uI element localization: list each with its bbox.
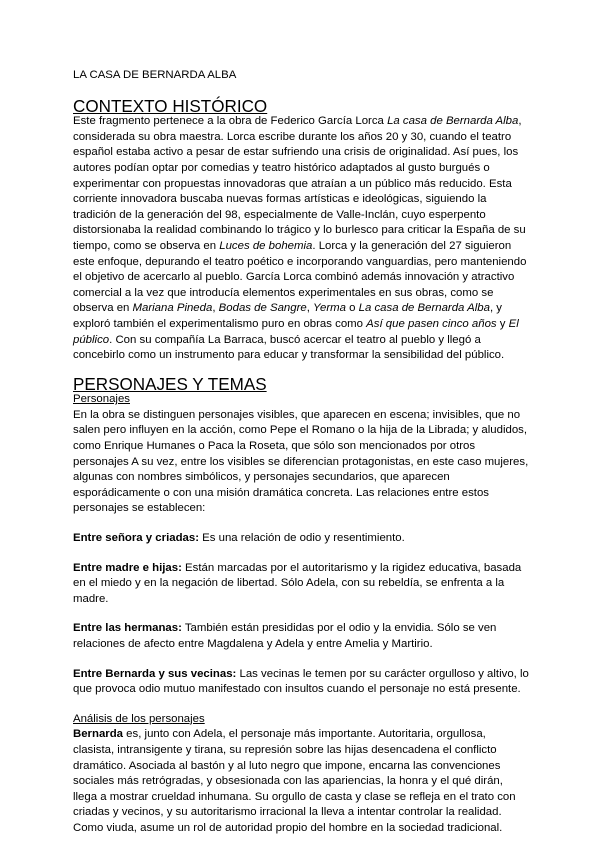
relation-hermanas [73,621,530,652]
text-run: . Lorca y la generación del 27 siguieron este enfoque, depurando el teatro poético e incorporando vanguardias, pero manteniendo el objetivo de acercarlo al pueblo. García Lorca combinó además innovación y atractivo comercial a la vez que introducía elementos experimentales en sus obras, como se observa en [73,239,527,315]
relation-label: Entre madre e hijas: [73,561,182,574]
text-run: o [345,302,359,315]
relation-senora-criadas [73,531,530,547]
work-title: Mariana Pineda [132,302,213,315]
work-title: Yerma [313,302,346,315]
work-title: La casa de Bernarda Alba [387,115,519,128]
section-heading-personajes-temas: PERSONAJES Y TEMAS [73,374,267,394]
character-description: es, junto con Adela, el personaje más importante. Autoritaria, orgullosa, clasista, intransigente y tirana, su represión sobre las hijas desencadena el conflicto dramático. Asociada al bastón y al luto negro que impone, encarna las convenciones sociales más retrógradas, y obsesionada con las apariencias, la honra y el qué dirán, llega a mostrar crueldad inhumana. Su orgullo de casta y clase se refleja en el trato con criadas y vecinos, y su autoritarismo irracional la lleva a intentar controlar la realidad. Como viuda, asume un rol de autoridad propio del hombre en la sociedad tradicional. [73,728,516,834]
paragraph-personajes-intro: En la obra se distinguen personajes visibles, que aparecen en escena; invisibles, que no salen pero influyen en la acción, como Pepe el Romano o la hija de la Librada; y aludidos, como Enrique Humanes o Paca la Roseta, que sólo son mencionados por otros personajes A su vez, entre los visibles se diferencian protagonistas, en este caso mujeres, algunas con nombres simbólicos, y personajes secundarios, que aparecen esporádicamente o con una misión dramática concreta. Las relaciones entre estos personajes se establecen: [73,408,529,515]
text-run: , [212,302,219,315]
paragraph-bernarda [73,727,530,836]
document-body [73,68,530,837]
relation-text: Las vecinas le temen por su carácter orgulloso y altivo, lo que provoca odio mutuo manifestado con insultos cuando el personaje no está presente. [73,667,529,696]
relation-text: Es una relación de odio y resentimiento. [199,532,405,545]
text-run: y [496,317,509,330]
relation-madre-hijas [73,561,530,608]
relation-bernarda-vecinas [73,667,530,698]
relation-label: Entre las hermanas: [73,622,182,635]
work-title: Así que pasen cinco años [366,317,497,330]
relation-label: Entre señora y criadas: [73,532,199,545]
work-title: La casa de Bernarda Alba [358,302,490,315]
character-name: Bernarda [73,728,124,741]
text-run: Este fragmento pertenece a la obra de Federico García Lorca [73,115,388,128]
text-run: . Con su compañía La Barraca, buscó acercar el teatro al pueblo y llegó a concebirlo como un instrumento para educar y transformar la sensibilidad del público. [73,333,505,362]
paragraph-contexto [73,114,530,364]
subheading-analisis: Análisis de los personajes [73,712,205,725]
text-run: , [306,302,314,315]
relation-text: También están presididas por el odio y la envidia. Sólo se ven relaciones de afecto entre Magdalena y Adela y entre Amelia y Martirio. [73,622,497,650]
text-run: , y exploró también el experimentalismo puro en obras como [73,302,502,330]
relation-label: Entre Bernarda y sus vecinas: [73,667,237,680]
document-title: LA CASA DE BERNARDA ALBA [73,69,237,81]
work-title: Bodas de Sangre [218,302,307,315]
subheading-personajes: Personajes [73,393,130,406]
work-title: Luces de bohemia [219,239,313,252]
text-run: , considerada su obra maestra. Lorca escribe durante los años 20 y 30, cuando el teatro español estaba activo a pesar de estar sufriendo una crisis de originalidad. Así pues, los autores podían optar por comedias y teatro histórico adaptados al gusto burgués o experimentar con propuestas innovadoras que atraían a un público más reducido. Esta corriente innovadora buscaba nuevas formas artísticas e ideológicas, siguiendo la tradición de la generación del 98, especialmente de Valle-Inclán, cuyo esperpento distorsionaba la realidad combinando lo trágico y lo burlesco para criticar la España de su tiempo, como se observa en [73,115,526,252]
relation-text: Están marcadas por el autoritarismo y la rigidez educativa, basada en el miedo y en la negación de libertad. Sólo Adela, con su rebeldía, se enfrenta a la madre. [73,561,522,605]
section-heading-contexto: CONTEXTO HISTÓRICO [73,96,268,116]
work-title: El público [73,317,519,346]
